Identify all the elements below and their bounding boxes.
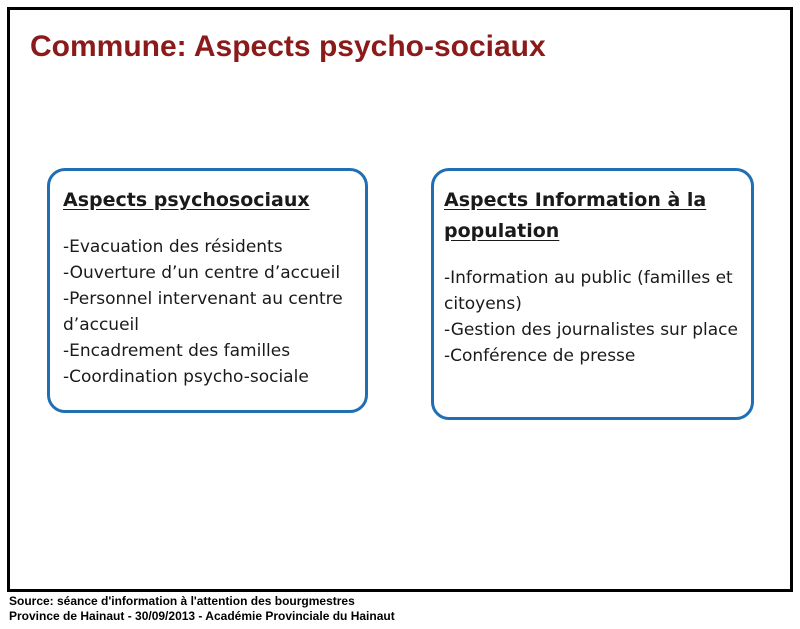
footer [9, 594, 395, 624]
population-information-heading: Aspects Information à la population [444, 189, 707, 242]
psychosocial-aspects-box [47, 168, 368, 413]
population-information-box [431, 168, 754, 420]
list-item: -Information au public (familles et citoyens) [444, 268, 733, 314]
slide-frame [7, 7, 793, 592]
population-information-list [444, 265, 741, 369]
psychosocial-aspects-list [63, 234, 355, 390]
psychosocial-aspects-heading: Aspects psychosociaux [63, 189, 310, 211]
list-item: -Evacuation des résidents [63, 237, 283, 257]
footer-source-line: Source: séance d'information à l'attention des bourgmestres [9, 594, 355, 608]
list-item: -Encadrement des familles [63, 341, 291, 361]
list-item: -Personnel intervenant au centre d’accueil [63, 289, 343, 335]
list-item: -Ouverture d’un centre d’accueil [63, 263, 341, 283]
list-item: -Gestion des journalistes sur place [444, 320, 738, 340]
list-item: -Conférence de presse [444, 346, 636, 366]
footer-province-line: Province de Hainaut - 30/09/2013 - Académie Provinciale du Hainaut [9, 609, 395, 623]
slide-title: Commune: Aspects psycho-sociaux [30, 30, 546, 63]
list-item: -Coordination psycho-sociale [63, 367, 309, 387]
